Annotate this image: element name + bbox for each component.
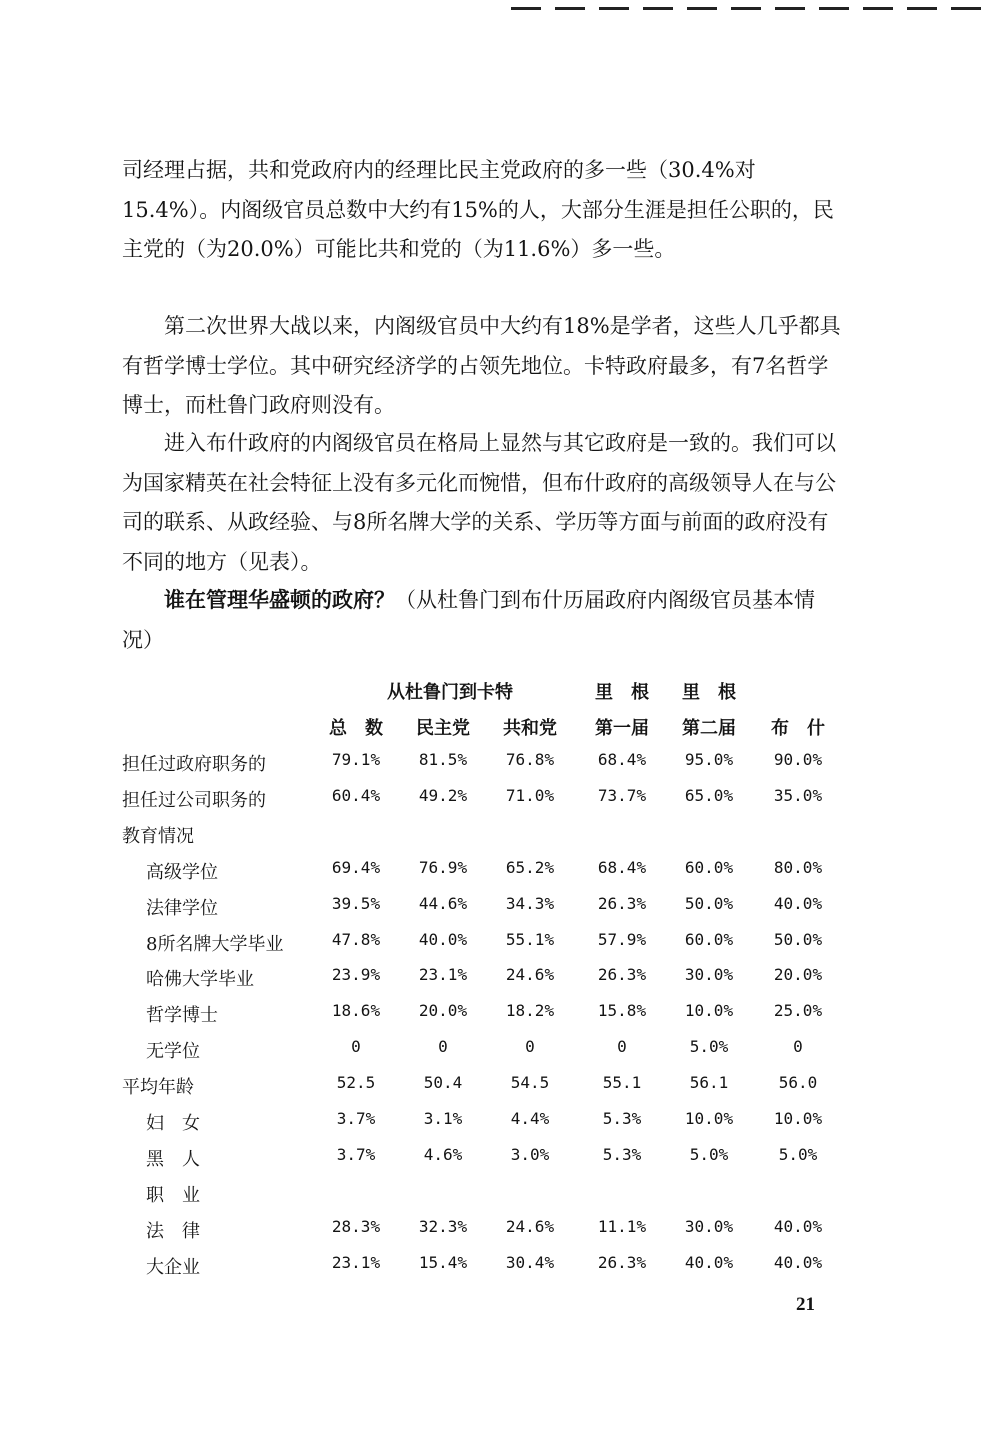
- table-cell: 11.1%: [597, 1216, 647, 1236]
- table-cell: 81.5%: [418, 750, 468, 769]
- table-cell: 60.0%: [684, 929, 734, 949]
- table-cell: 79.1%: [331, 750, 381, 769]
- table-cell: 40.0%: [773, 1252, 823, 1272]
- table-row: [0, 822, 981, 852]
- table-cell: 24.6%: [505, 965, 555, 985]
- table-cell: 30.4%: [505, 1252, 555, 1272]
- table-cell: 47.8%: [331, 929, 381, 949]
- table-row: [0, 1001, 981, 1031]
- table-cell: 34.3%: [505, 893, 555, 913]
- table-cell: 50.4: [423, 1073, 463, 1093]
- table-cell: 5.3%: [602, 1109, 642, 1128]
- table-cell: 95.0%: [684, 750, 734, 769]
- table-row: [0, 750, 981, 780]
- table-cell: 50.0%: [773, 929, 823, 949]
- table-cell: 23.1%: [331, 1252, 381, 1272]
- table-cell: 39.5%: [331, 893, 381, 913]
- table-cell: 28.3%: [331, 1216, 381, 1236]
- table-title-subtitle: （从杜鲁门到布什历届政府内阁级官员基本情况）: [122, 588, 815, 652]
- table-cell: 56.1: [689, 1073, 729, 1093]
- table-cell: 3.0%: [510, 1144, 550, 1164]
- row-label: 高级学位: [146, 861, 218, 883]
- table-cell: 26.3%: [597, 965, 647, 985]
- table-cell: 71.0%: [505, 785, 555, 805]
- table-cell: 60.0%: [684, 857, 734, 877]
- group-header-reagan-2: 里 根: [682, 682, 736, 703]
- table-cell: 26.3%: [597, 1252, 647, 1272]
- table-row: [0, 786, 981, 816]
- top-edge-dashes: [511, 0, 981, 14]
- row-label: 大企业: [146, 1256, 200, 1278]
- table-cell: 73.7%: [597, 785, 647, 805]
- table-cell: 3.1%: [423, 1109, 463, 1128]
- group-header-truman-carter: 从杜鲁门到卡特: [387, 682, 513, 703]
- row-label: 无学位: [146, 1041, 200, 1063]
- table-cell: 4.4%: [510, 1109, 550, 1128]
- table-cell: 4.6%: [423, 1144, 463, 1164]
- row-label: 担任过政府职务的: [122, 754, 266, 775]
- table-cell: 56.0: [778, 1073, 818, 1093]
- table-cell: 5.0%: [778, 1144, 818, 1164]
- table-cell: 18.6%: [331, 1001, 381, 1021]
- table-cell: 40.0%: [418, 929, 468, 949]
- table-cell: 10.0%: [684, 1109, 734, 1128]
- row-label: 担任过公司职务的: [122, 789, 266, 811]
- table-title: [122, 580, 842, 660]
- table-cell: 0: [351, 1037, 361, 1057]
- table-cell: 20.0%: [773, 965, 823, 985]
- table-cell: 10.0%: [684, 1001, 734, 1021]
- row-label: 妇 女: [146, 1113, 200, 1134]
- table-row: [0, 965, 981, 995]
- table-row: [0, 1253, 981, 1283]
- row-label: 哈佛大学毕业: [146, 969, 254, 991]
- paragraph-1: 司经理占据，共和党政府内的经理比民主党政府的多一些（30.4%对15.4%）。内阁级官员总数中大约有15%的人，大部分生涯是担任公职的，民主党的（为20.0%）可能比共和党的（为11.6%）多一些。: [122, 158, 834, 261]
- table-cell: 55.1: [602, 1073, 642, 1093]
- column-header: 第二届: [682, 718, 736, 739]
- table-cell: 18.2%: [505, 1001, 555, 1021]
- table-row: [0, 1145, 981, 1175]
- table-cell: 30.0%: [684, 1216, 734, 1236]
- table-cell: 35.0%: [773, 785, 823, 805]
- table-cell: 0: [525, 1037, 535, 1057]
- table-cell: 3.7%: [336, 1109, 376, 1128]
- table-cell: 15.8%: [597, 1001, 647, 1021]
- table-cell: 40.0%: [684, 1252, 734, 1272]
- table-row: [0, 858, 981, 888]
- table-cell: 30.0%: [684, 965, 734, 985]
- table-cell: 5.3%: [602, 1144, 642, 1164]
- table-cell: 68.4%: [597, 857, 647, 877]
- table-row: [0, 894, 981, 924]
- table-cell: 68.4%: [597, 750, 647, 769]
- table-cell: 57.9%: [597, 929, 647, 949]
- table-cell: 40.0%: [773, 1216, 823, 1236]
- table-cell: 3.7%: [336, 1144, 376, 1164]
- table-row: [0, 1073, 981, 1103]
- page-number: 21: [796, 1294, 815, 1315]
- row-label: 法律学位: [146, 897, 218, 919]
- row-label: 哲学博士: [146, 1005, 218, 1027]
- row-label: 法 律: [146, 1220, 200, 1242]
- column-header: 总 数: [329, 718, 383, 739]
- column-header: 共和党: [503, 718, 557, 739]
- table-row: [0, 1037, 981, 1067]
- row-label: 黑 人: [146, 1148, 200, 1170]
- table-cell: 69.4%: [331, 857, 381, 877]
- table-cell: 23.1%: [418, 965, 468, 985]
- table-cell: 0: [438, 1037, 448, 1057]
- column-header: 第一届: [595, 718, 649, 739]
- column-header: 民主党: [416, 718, 470, 739]
- table-cell: 26.3%: [597, 893, 647, 913]
- table-cell: 0: [617, 1037, 627, 1057]
- paragraph-3: 进入布什政府的内阁级官员在格局上显然与其它政府是一致的。我们可以为国家精英在社会特征上没有多元化而惋惜，但布什政府的高级领导人在与公司的联系、从政经验、与8所名牌大学的关系、学历等方面与前面的政府没有不同的地方（见表）。: [122, 431, 836, 574]
- table-row: [0, 1109, 981, 1139]
- table-cell: 25.0%: [773, 1001, 823, 1021]
- table-cell: 80.0%: [773, 857, 823, 877]
- table-cell: 10.0%: [773, 1109, 823, 1128]
- table-title-bold: 谁在管理华盛顿的政府？: [164, 587, 395, 612]
- table-cell: 44.6%: [418, 893, 468, 913]
- row-label: 8所名牌大学毕业: [146, 933, 284, 955]
- table-cell: 40.0%: [773, 893, 823, 913]
- table-row: [0, 1217, 981, 1247]
- table-row: [0, 1181, 981, 1211]
- table-cell: 90.0%: [773, 750, 823, 769]
- table-cell: 32.3%: [418, 1216, 468, 1236]
- table-cell: 49.2%: [418, 785, 468, 805]
- table-cell: 0: [793, 1037, 803, 1057]
- table-row: [0, 930, 981, 960]
- table-cell: 5.0%: [689, 1144, 729, 1164]
- table-cell: 55.1%: [505, 929, 555, 949]
- group-header-reagan-1: 里 根: [595, 682, 649, 703]
- row-label: 教育情况: [122, 825, 194, 847]
- row-label: 平均年龄: [122, 1077, 194, 1099]
- table-cell: 60.4%: [331, 785, 381, 805]
- table-cell: 65.0%: [684, 785, 734, 805]
- table-cell: 20.0%: [418, 1001, 468, 1021]
- table-cell: 65.2%: [505, 857, 555, 877]
- table-cell: 76.9%: [418, 857, 468, 877]
- table-cell: 15.4%: [418, 1252, 468, 1272]
- column-header: 布 什: [771, 718, 825, 739]
- table-cell: 5.0%: [689, 1037, 729, 1057]
- table-cell: 24.6%: [505, 1216, 555, 1236]
- row-label: 职 业: [146, 1184, 200, 1206]
- table-cell: 54.5: [510, 1073, 550, 1093]
- table-cell: 52.5: [336, 1073, 376, 1093]
- table-cell: 50.0%: [684, 893, 734, 913]
- paragraph-2: 第二次世界大战以来，内阁级官员中大约有18%是学者，这些人几乎都具有哲学博士学位。其中研究经济学的占领先地位。卡特政府最多，有7名哲学博士，而杜鲁门政府则没有。: [122, 314, 841, 417]
- table-cell: 76.8%: [505, 750, 555, 769]
- table-cell: 23.9%: [331, 965, 381, 985]
